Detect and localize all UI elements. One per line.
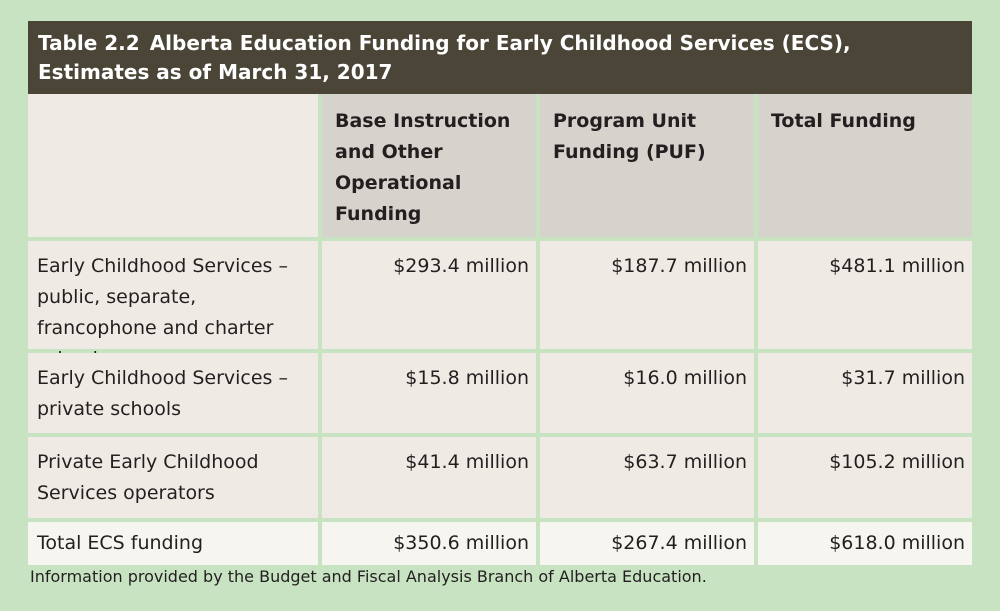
row-private-total-value: $31.7 million — [758, 353, 972, 433]
row-label-total-ecs: Total ECS funding — [28, 522, 318, 565]
row-private-base-value: $15.8 million — [322, 353, 536, 433]
table-title: Alberta Education Funding for Early Childhood Services (ECS), Estimates as of March 31, 2017 — [38, 31, 851, 84]
row-total-base-value: $350.6 million — [322, 522, 536, 565]
row-public-total-value: $481.1 million — [758, 241, 972, 349]
row-total-puf-value: $267.4 million — [540, 522, 754, 565]
row-operators-base-value: $41.4 million — [322, 437, 536, 518]
header-cell-empty — [28, 94, 318, 237]
row-total-total-value: $618.0 million — [758, 522, 972, 565]
row-public-base-value: $293.4 million — [322, 241, 536, 349]
table-footnote: Information provided by the Budget and Fiscal Analysis Branch of Alberta Education. — [30, 567, 707, 586]
row-private-puf-value: $16.0 million — [540, 353, 754, 433]
header-total-funding: Total Funding — [758, 94, 972, 237]
header-program-unit-funding: Program Unit Funding (PUF) — [540, 94, 754, 237]
row-public-puf-value: $187.7 million — [540, 241, 754, 349]
table-number: Table 2.2 — [38, 31, 140, 55]
header-base-instruction: Base Instruction and Other Operational Funding — [322, 94, 536, 237]
row-operators-total-value: $105.2 million — [758, 437, 972, 518]
row-label-public-schools: Early Childhood Services – public, separate, francophone and charter — [28, 241, 318, 349]
row-operators-puf-value: $63.7 million — [540, 437, 754, 518]
table-title-bar — [28, 21, 972, 94]
row-label-private-schools: Early Childhood Services – private schools — [28, 353, 318, 433]
row-label-private-operators: Private Early Childhood Services operators — [28, 437, 318, 518]
funding-table — [28, 94, 972, 565]
